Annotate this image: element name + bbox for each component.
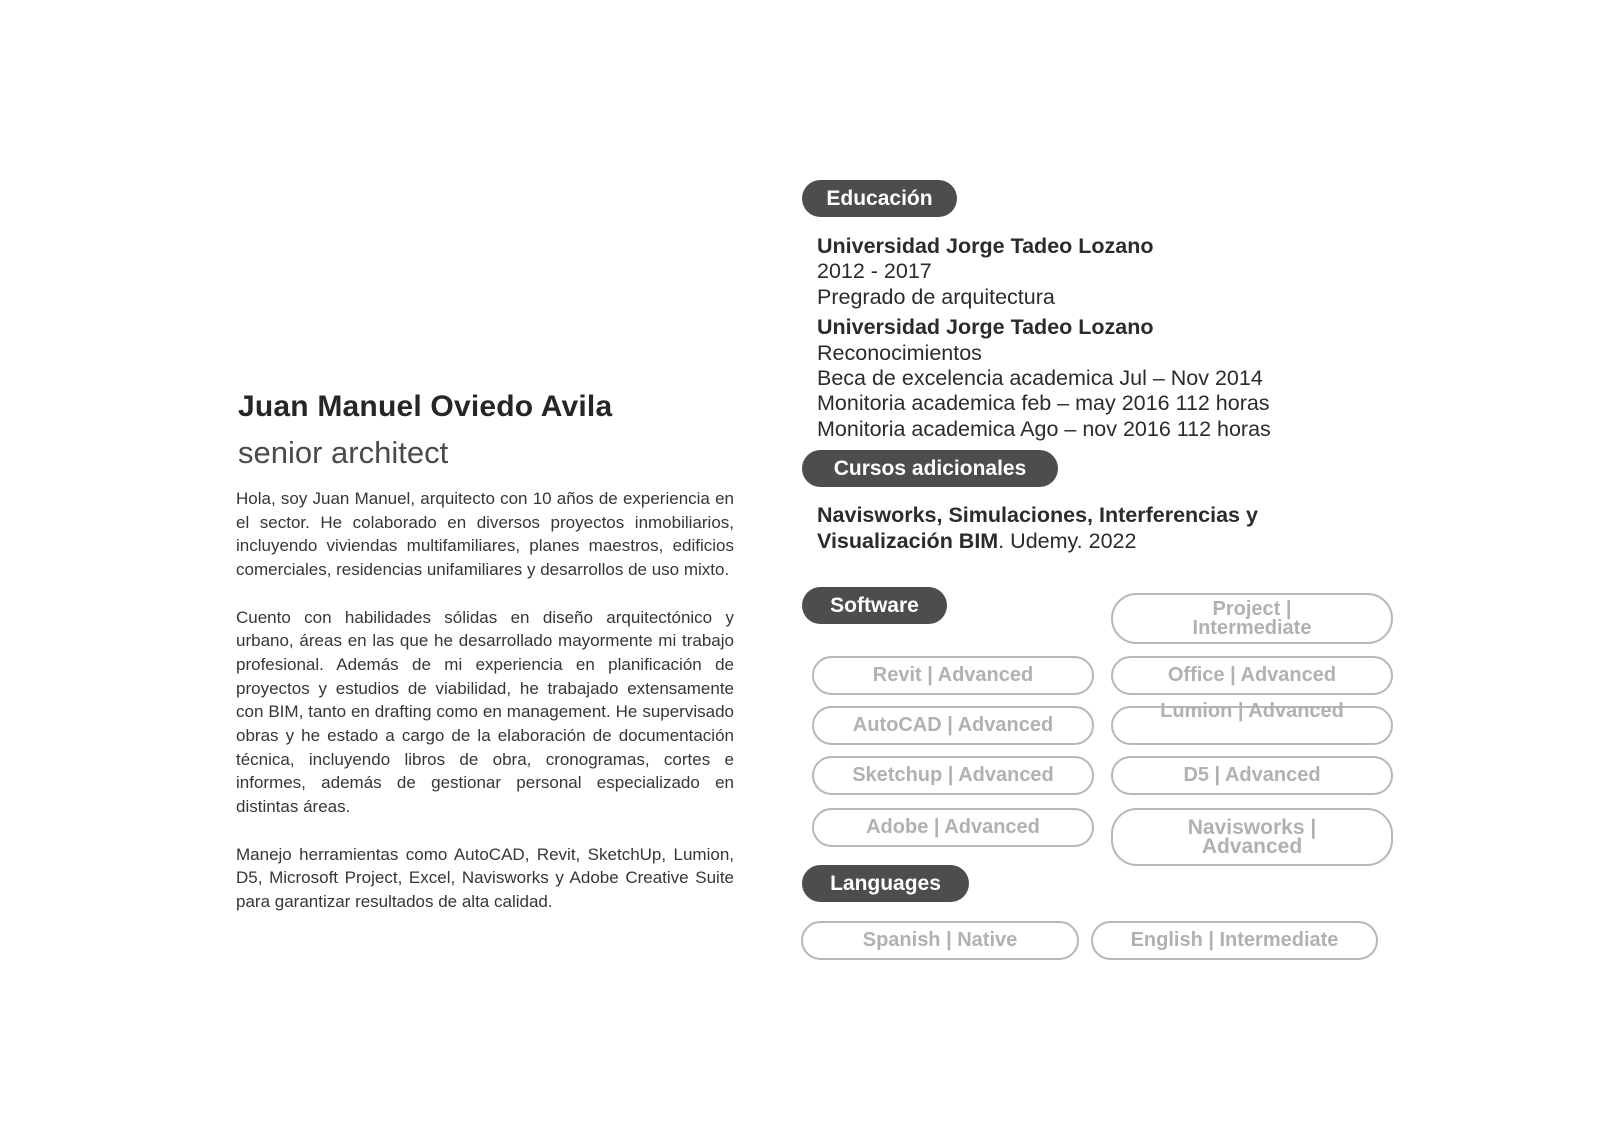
course-title: Navisworks, Simulaciones, Interferencias y Visualización BIM xyxy=(817,503,1258,553)
skill-label: AutoCAD | Advanced xyxy=(852,714,1054,736)
skill-label: Navisworks | Advanced xyxy=(1187,816,1317,858)
education-detail: Beca de excelencia academica Jul – Nov 2014 xyxy=(817,366,1263,391)
software-skill-tag xyxy=(1111,700,1393,745)
education-heading: Educación xyxy=(802,180,957,217)
software-skill-tag xyxy=(1111,756,1393,795)
course-details: . Udemy. 2022 xyxy=(998,528,1137,553)
skill-label: D5 | Advanced xyxy=(1183,764,1321,786)
skill-label: Lumion | Advanced xyxy=(1160,700,1344,722)
education-detail: Monitoria academica Ago – nov 2016 112 horas xyxy=(817,416,1271,441)
software-heading: Software xyxy=(802,587,947,624)
skill-label: Sketchup | Advanced xyxy=(852,764,1054,786)
software-skill-tag xyxy=(1111,808,1393,866)
summary-paragraph: Cuento con habilidades sólidas en diseño arquitectónico y urbano, áreas en las que he desarrollado mayormente mi trabajo profesional. Además de mi experiencia en planificación de proyectos y estudios de viabilidad, he trabajado extensamente con BIM, tanto en drafting como en management. He supervisado obras y he estado a cargo de la elaboración de documentación técnica, incluyendo libros de obra, cronogramas, cortes e informes, además de gestionar personal especializado en distintas áreas. xyxy=(236,607,734,817)
language-tag xyxy=(1091,921,1378,960)
courses-heading: Cursos adicionales xyxy=(802,450,1058,487)
course-item xyxy=(817,503,1317,554)
candidate-name: Juan Manuel Oviedo Avila xyxy=(238,390,613,423)
education-institution: Universidad Jorge Tadeo Lozano xyxy=(817,234,1154,258)
education-dates: 2012 - 2017 xyxy=(817,259,932,284)
skill-label: Project | Intermediate xyxy=(1192,597,1312,639)
education-detail: Monitoria academica feb – may 2016 112 horas xyxy=(817,391,1270,416)
education-degree: Pregrado de arquitectura xyxy=(817,284,1055,309)
skill-label: Office | Advanced xyxy=(1167,664,1337,686)
education-list xyxy=(817,234,1271,442)
software-skill-tag xyxy=(812,756,1094,795)
profile-summary xyxy=(236,487,734,914)
software-skill-tag xyxy=(1111,656,1393,695)
software-skill-tag xyxy=(1111,593,1393,644)
skill-label: Revit | Advanced xyxy=(872,664,1034,686)
job-title: senior architect xyxy=(238,435,449,470)
language-label: English | Intermediate xyxy=(1130,929,1339,951)
language-tag xyxy=(801,921,1079,960)
education-institution: Universidad Jorge Tadeo Lozano xyxy=(817,315,1154,340)
summary-paragraph: Manejo herramientas como AutoCAD, Revit, SketchUp, Lumion, D5, Microsoft Project, Excel, Navisworks y Adobe Creative Suite para garantizar resultados de alta calidad. xyxy=(236,844,734,911)
skill-label: Adobe | Advanced xyxy=(866,816,1040,838)
education-detail: Reconocimientos xyxy=(817,340,982,365)
summary-paragraph: Hola, soy Juan Manuel, arquitecto con 10 años de experiencia en el sector. He colaborado en diversos proyectos inmobiliarios, incluyendo viviendas multifamiliares, planes maestros, edificios comerciales, residencias unifamiliares y desarrollos de uso mixto. xyxy=(236,489,734,580)
software-skill-tag xyxy=(812,656,1094,695)
software-skill-tag xyxy=(812,808,1094,847)
languages-heading: Languages xyxy=(802,865,969,902)
language-label: Spanish | Native xyxy=(862,929,1018,951)
software-skill-tag xyxy=(812,706,1094,745)
